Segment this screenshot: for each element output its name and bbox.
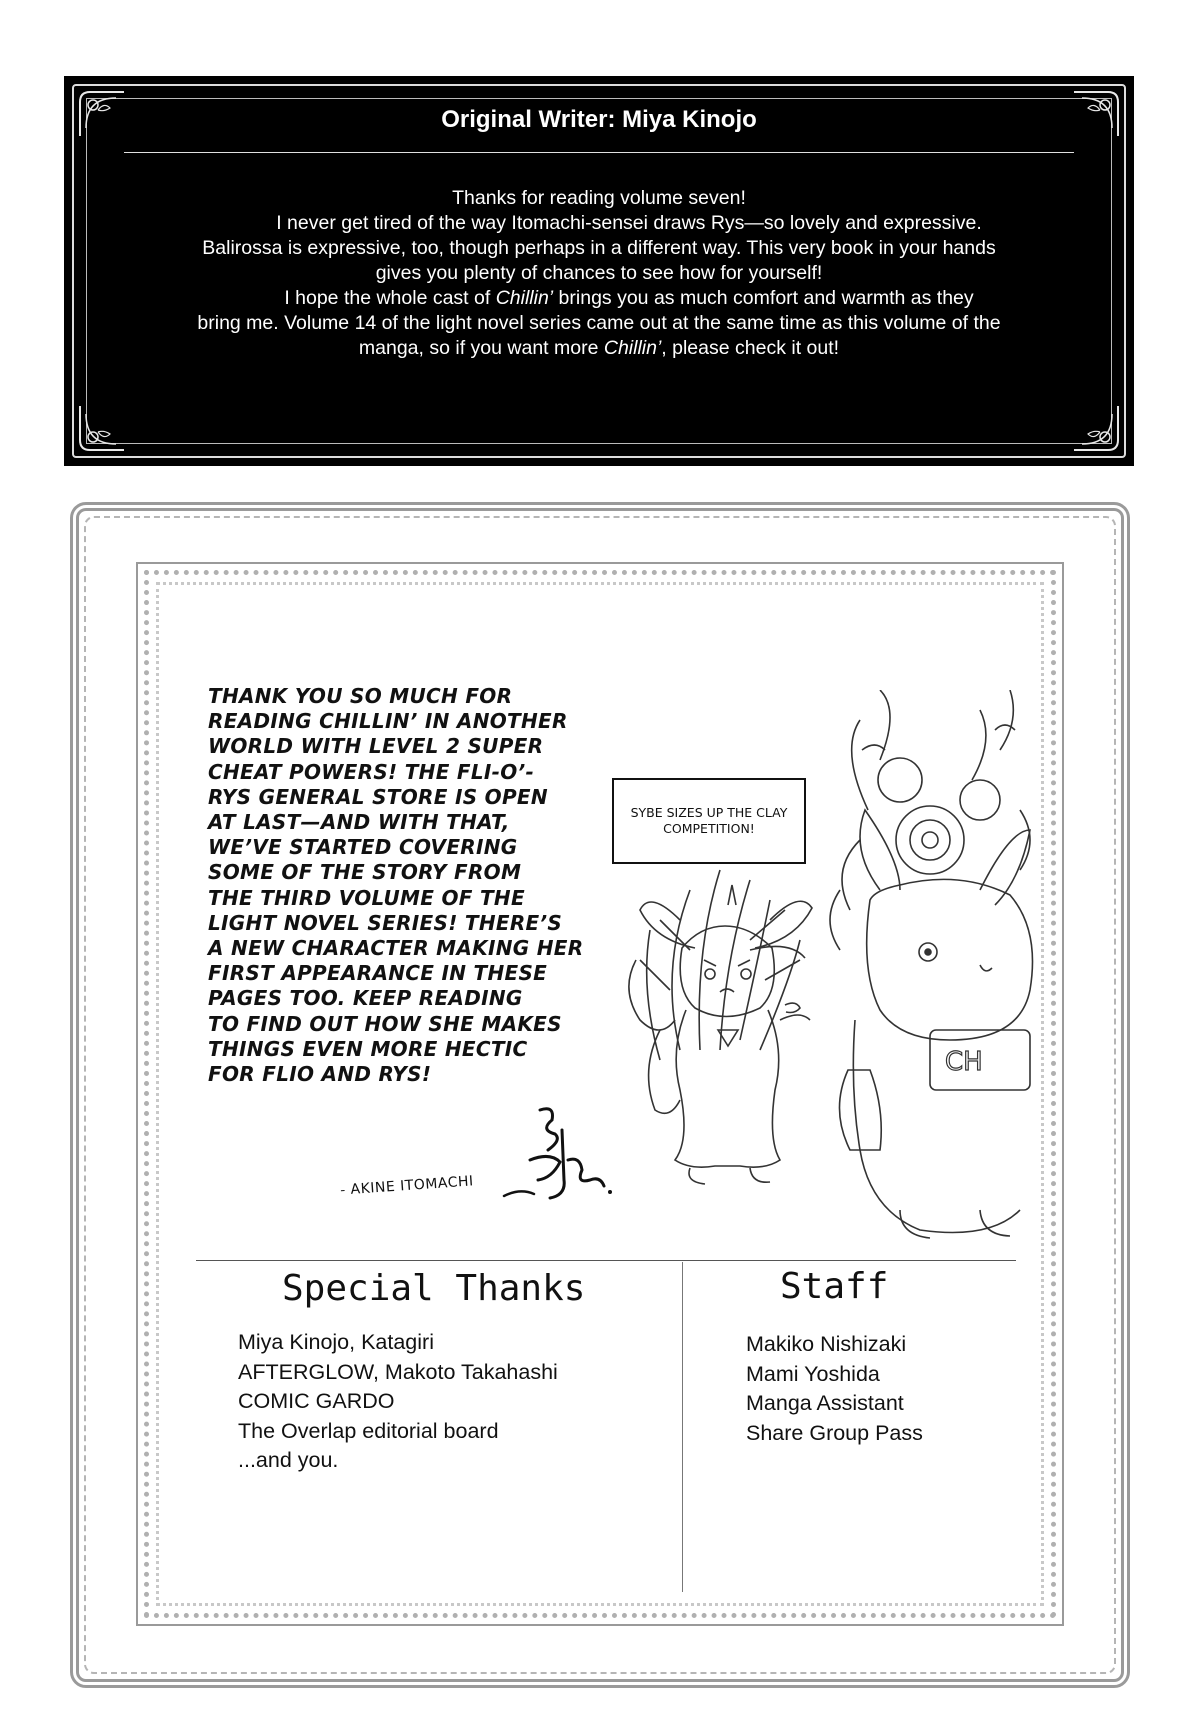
illustration-caption: SYBE SIZES UP THE CLAY COMPETITION! (612, 778, 806, 864)
list-item: Mami Yoshida (746, 1361, 880, 1386)
afterword-line: LIGHT NOVEL SERIES! THERE’S (208, 910, 563, 935)
creature-illustration (600, 690, 1040, 1250)
staff-list (746, 1330, 923, 1448)
list-item: ...and you. (238, 1448, 339, 1472)
text-run: manga, so if you want more (358, 337, 604, 359)
writer-note-line (130, 286, 1068, 311)
title-emphasis: Chillin’ (495, 287, 554, 309)
afterword-line: FIRST APPEARANCE IN THESE (208, 961, 548, 986)
list-item: Share Group Pass (746, 1420, 923, 1445)
staff-heading: Staff (780, 1266, 889, 1307)
credits-divider (196, 1260, 1016, 1261)
list-item: Manga Assistant (746, 1391, 904, 1415)
text-run: I hope the whole cast of (284, 287, 496, 309)
writer-note-line: Balirossa is expressive, too, though perhaps in a different way. This very book in your hands (202, 237, 996, 259)
afterword-line: RYS GENERAL STORE IS OPEN (208, 784, 548, 809)
afterword-line: SOME OF THE STORY FROM (208, 860, 522, 885)
writer-note-line: gives you plenty of chances to see how for yourself! (375, 262, 823, 284)
list-item: COMIC GARDO (238, 1389, 395, 1413)
corner-ornament-icon (76, 402, 128, 454)
afterword-line: THE THIRD VOLUME OF THE (208, 885, 525, 910)
text-run: brings you as much comfort and warmth as they (553, 287, 974, 309)
artist-credit: - AKINE ITOMACHI (339, 1173, 475, 1199)
special-thanks-list (238, 1328, 558, 1476)
credits-column-divider (682, 1262, 683, 1592)
corner-ornament-icon (1070, 402, 1122, 454)
afterword-line: AT LAST—AND WITH THAT, (208, 810, 510, 835)
svg-text:CH: CH (945, 1047, 983, 1077)
writer-note-panel (64, 76, 1134, 466)
afterword-line: WORLD WITH LEVEL 2 SUPER (208, 734, 544, 759)
writer-note-line: Thanks for reading volume seven! (452, 187, 746, 209)
writer-note-line: bring me. Volume 14 of the light novel series came out at the same time as this volume of the (197, 312, 1001, 334)
writer-note-line (130, 336, 1068, 361)
afterword-line: THINGS EVEN MORE HECTIC (208, 1036, 528, 1061)
afterword-line: TO FIND OUT HOW SHE MAKES (208, 1011, 562, 1036)
special-thanks-heading: Special Thanks (282, 1268, 586, 1309)
title-emphasis: Chillin’ (603, 337, 662, 359)
afterword-line: FOR FLIO AND RYS! (208, 1062, 432, 1087)
list-item: Miya Kinojo, Katagiri (238, 1330, 434, 1354)
writer-note-line: I never get tired of the way Itomachi-sensei draws Rys—so lovely and expressive. (276, 212, 982, 234)
writer-note-body (130, 186, 1068, 361)
afterword-line: A NEW CHARACTER MAKING HER (208, 936, 584, 961)
afterword-line: READING CHILLIN’ IN ANOTHER (208, 709, 568, 734)
afterword-line: PAGES TOO. KEEP READING (208, 986, 523, 1011)
text-run: , please check it out! (661, 337, 840, 359)
list-item: Makiko Nishizaki (746, 1332, 907, 1356)
afterword-line: CHEAT POWERS! THE FLI-O’- (208, 759, 535, 784)
afterword-line: THANK YOU SO MUCH FOR (208, 684, 513, 708)
artist-afterword (208, 684, 608, 1087)
list-item: The Overlap editorial board (238, 1418, 499, 1443)
afterword-line: WE’VE STARTED COVERING (208, 835, 518, 860)
list-item: AFTERGLOW, Makoto Takahashi (238, 1359, 558, 1384)
title-divider (124, 152, 1074, 153)
writer-note-title: Original Writer: Miya Kinojo (441, 106, 757, 133)
